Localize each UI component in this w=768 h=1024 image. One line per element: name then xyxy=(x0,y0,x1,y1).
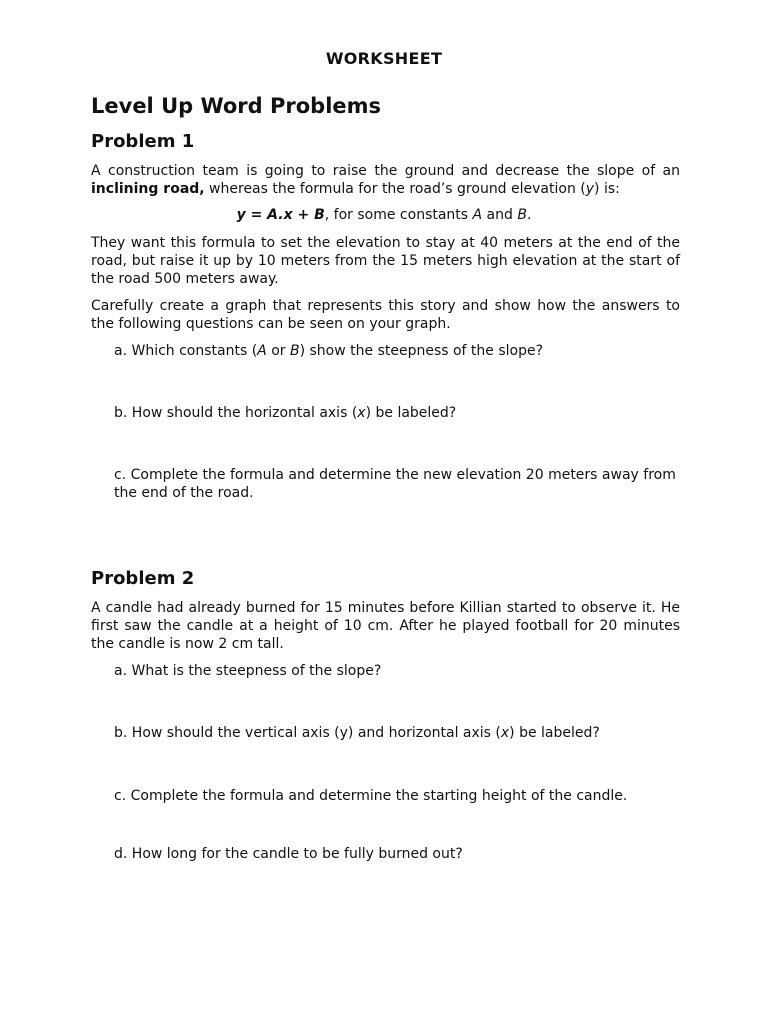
problem-1-question-c: c. Complete the formula and determine the new elevation 20 meters away from the end of the road. xyxy=(114,467,676,501)
worksheet-label: WORKSHEET xyxy=(325,49,443,68)
problem-2-heading: Problem 2 xyxy=(91,568,195,589)
problem-2-question-b: b. How should the vertical axis (y) and horizontal axis (x) be labeled? xyxy=(114,725,600,741)
problem-2-question-a: a. What is the steepness of the slope? xyxy=(114,663,382,679)
problem-2-intro: A candle had already burned for 15 minutes before Killian started to observe it. He first saw the candle at a height of 10 cm. After he played football for 20 minutes the candle is now 2 cm tall. xyxy=(91,600,680,652)
problem-1-paragraph-2: They want this formula to set the elevation to stay at 40 meters at the end of the road, but raise it up by 10 meters from the 15 meters high elevation at the start of the road 500 meters away. xyxy=(91,235,680,287)
problem-1-paragraph-3: Carefully create a graph that represents this story and show how the answers to the following questions can be seen on your graph. xyxy=(91,298,680,332)
problem-2-question-c: c. Complete the formula and determine the starting height of the candle. xyxy=(114,788,628,804)
problem-2-question-d: d. How long for the candle to be fully burned out? xyxy=(114,846,463,862)
road-elevation-formula: y = A.x + B, for some constants A and B. xyxy=(236,207,532,223)
problem-1-question-b: b. How should the horizontal axis (x) be labeled? xyxy=(114,405,457,421)
document-title: Level Up Word Problems xyxy=(91,94,382,118)
problem-1-intro: A construction team is going to raise the ground and decrease the slope of an inclining road, whereas the formula for the road’s ground elevation (y) is: xyxy=(91,163,680,197)
problem-1-heading: Problem 1 xyxy=(91,131,195,152)
problem-1-question-a: a. Which constants (A or B) show the steepness of the slope? xyxy=(114,343,544,359)
